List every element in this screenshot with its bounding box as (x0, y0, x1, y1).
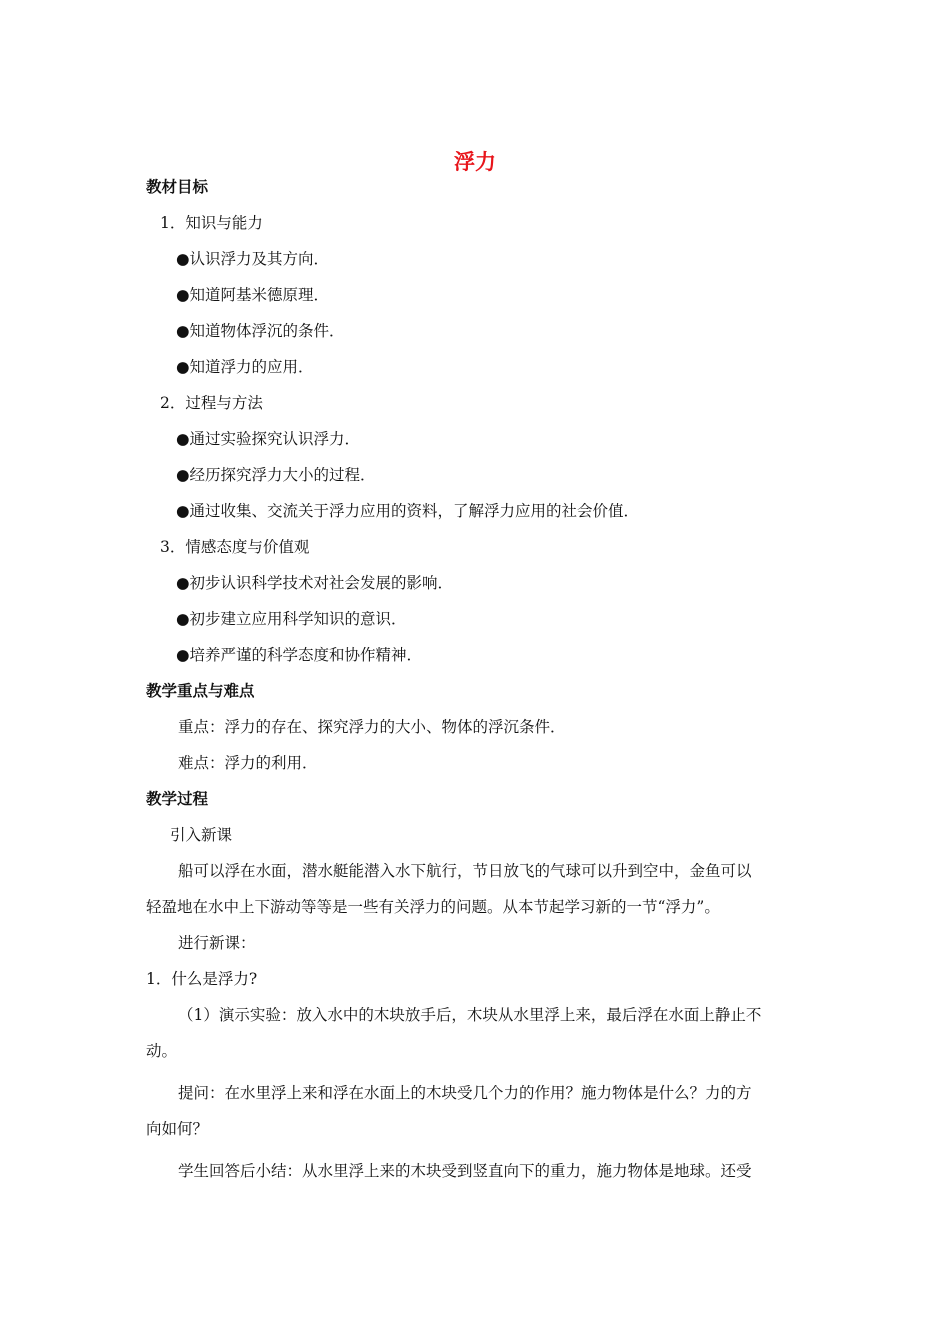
paragraph-line: 船可以浮在水面，潜水艇能潜入水下航行，节日放飞的气球可以升到空中，金鱼可以 (178, 862, 752, 880)
paragraph-line: （1）演示实验：放入水中的木块放手后，木块从水里浮上来，最后浮在水面上静止不 (178, 1006, 762, 1024)
bullet-item: ●通过实验探究认识浮力． (176, 430, 361, 448)
bullet-item: ●初步认识科学技术对社会发展的影响． (176, 574, 454, 592)
bullet-item: ●知道物体浮沉的条件． (176, 322, 345, 340)
objective-item-3: 3．情感态度与价值观 (160, 538, 310, 556)
question-1: 1．什么是浮力? (146, 970, 258, 988)
bullet-item: ●认识浮力及其方向． (176, 250, 330, 268)
bullet-item: ●知道阿基米德原理． (176, 286, 330, 304)
key-point: 重点：浮力的存在、探究浮力的大小、物体的浮沉条件． (178, 718, 566, 736)
difficult-point: 难点：浮力的利用． (178, 754, 318, 772)
bullet-item: ●通过收集、交流关于浮力应用的资料，了解浮力应用的社会价值． (176, 502, 640, 520)
paragraph-line: 动。 (146, 1042, 178, 1060)
bullet-item: ●知道浮力的应用． (176, 358, 314, 376)
paragraph-line: 提问：在水里浮上来和浮在水面上的木块受几个力的作用？施力物体是什么？力的方 (178, 1084, 752, 1102)
section-heading-keypoints: 教学重点与难点 (146, 682, 255, 700)
objective-item-1: 1．知识与能力 (160, 214, 263, 232)
paragraph-line: 轻盈地在水中上下游动等等是一些有关浮力的问题。从本节起学习新的一节“浮力”。 (146, 898, 720, 916)
bullet-item: ●培养严谨的科学态度和协作精神． (176, 646, 423, 664)
section-heading-objectives: 教材目标 (146, 178, 209, 196)
intro-label: 引入新课 (170, 826, 233, 844)
bullet-item: ●初步建立应用科学知识的意识． (176, 610, 407, 628)
objective-item-2: 2．过程与方法 (160, 394, 263, 412)
new-lesson-label: 进行新课： (178, 934, 256, 952)
paragraph-line: 学生回答后小结：从水里浮上来的木块受到竖直向下的重力，施力物体是地球。还受 (178, 1162, 752, 1180)
section-heading-process: 教学过程 (146, 790, 209, 808)
paragraph-line: 向如何？ (146, 1120, 209, 1138)
document-title: 浮力 (454, 150, 496, 174)
bullet-item: ●经历探究浮力大小的过程． (176, 466, 376, 484)
